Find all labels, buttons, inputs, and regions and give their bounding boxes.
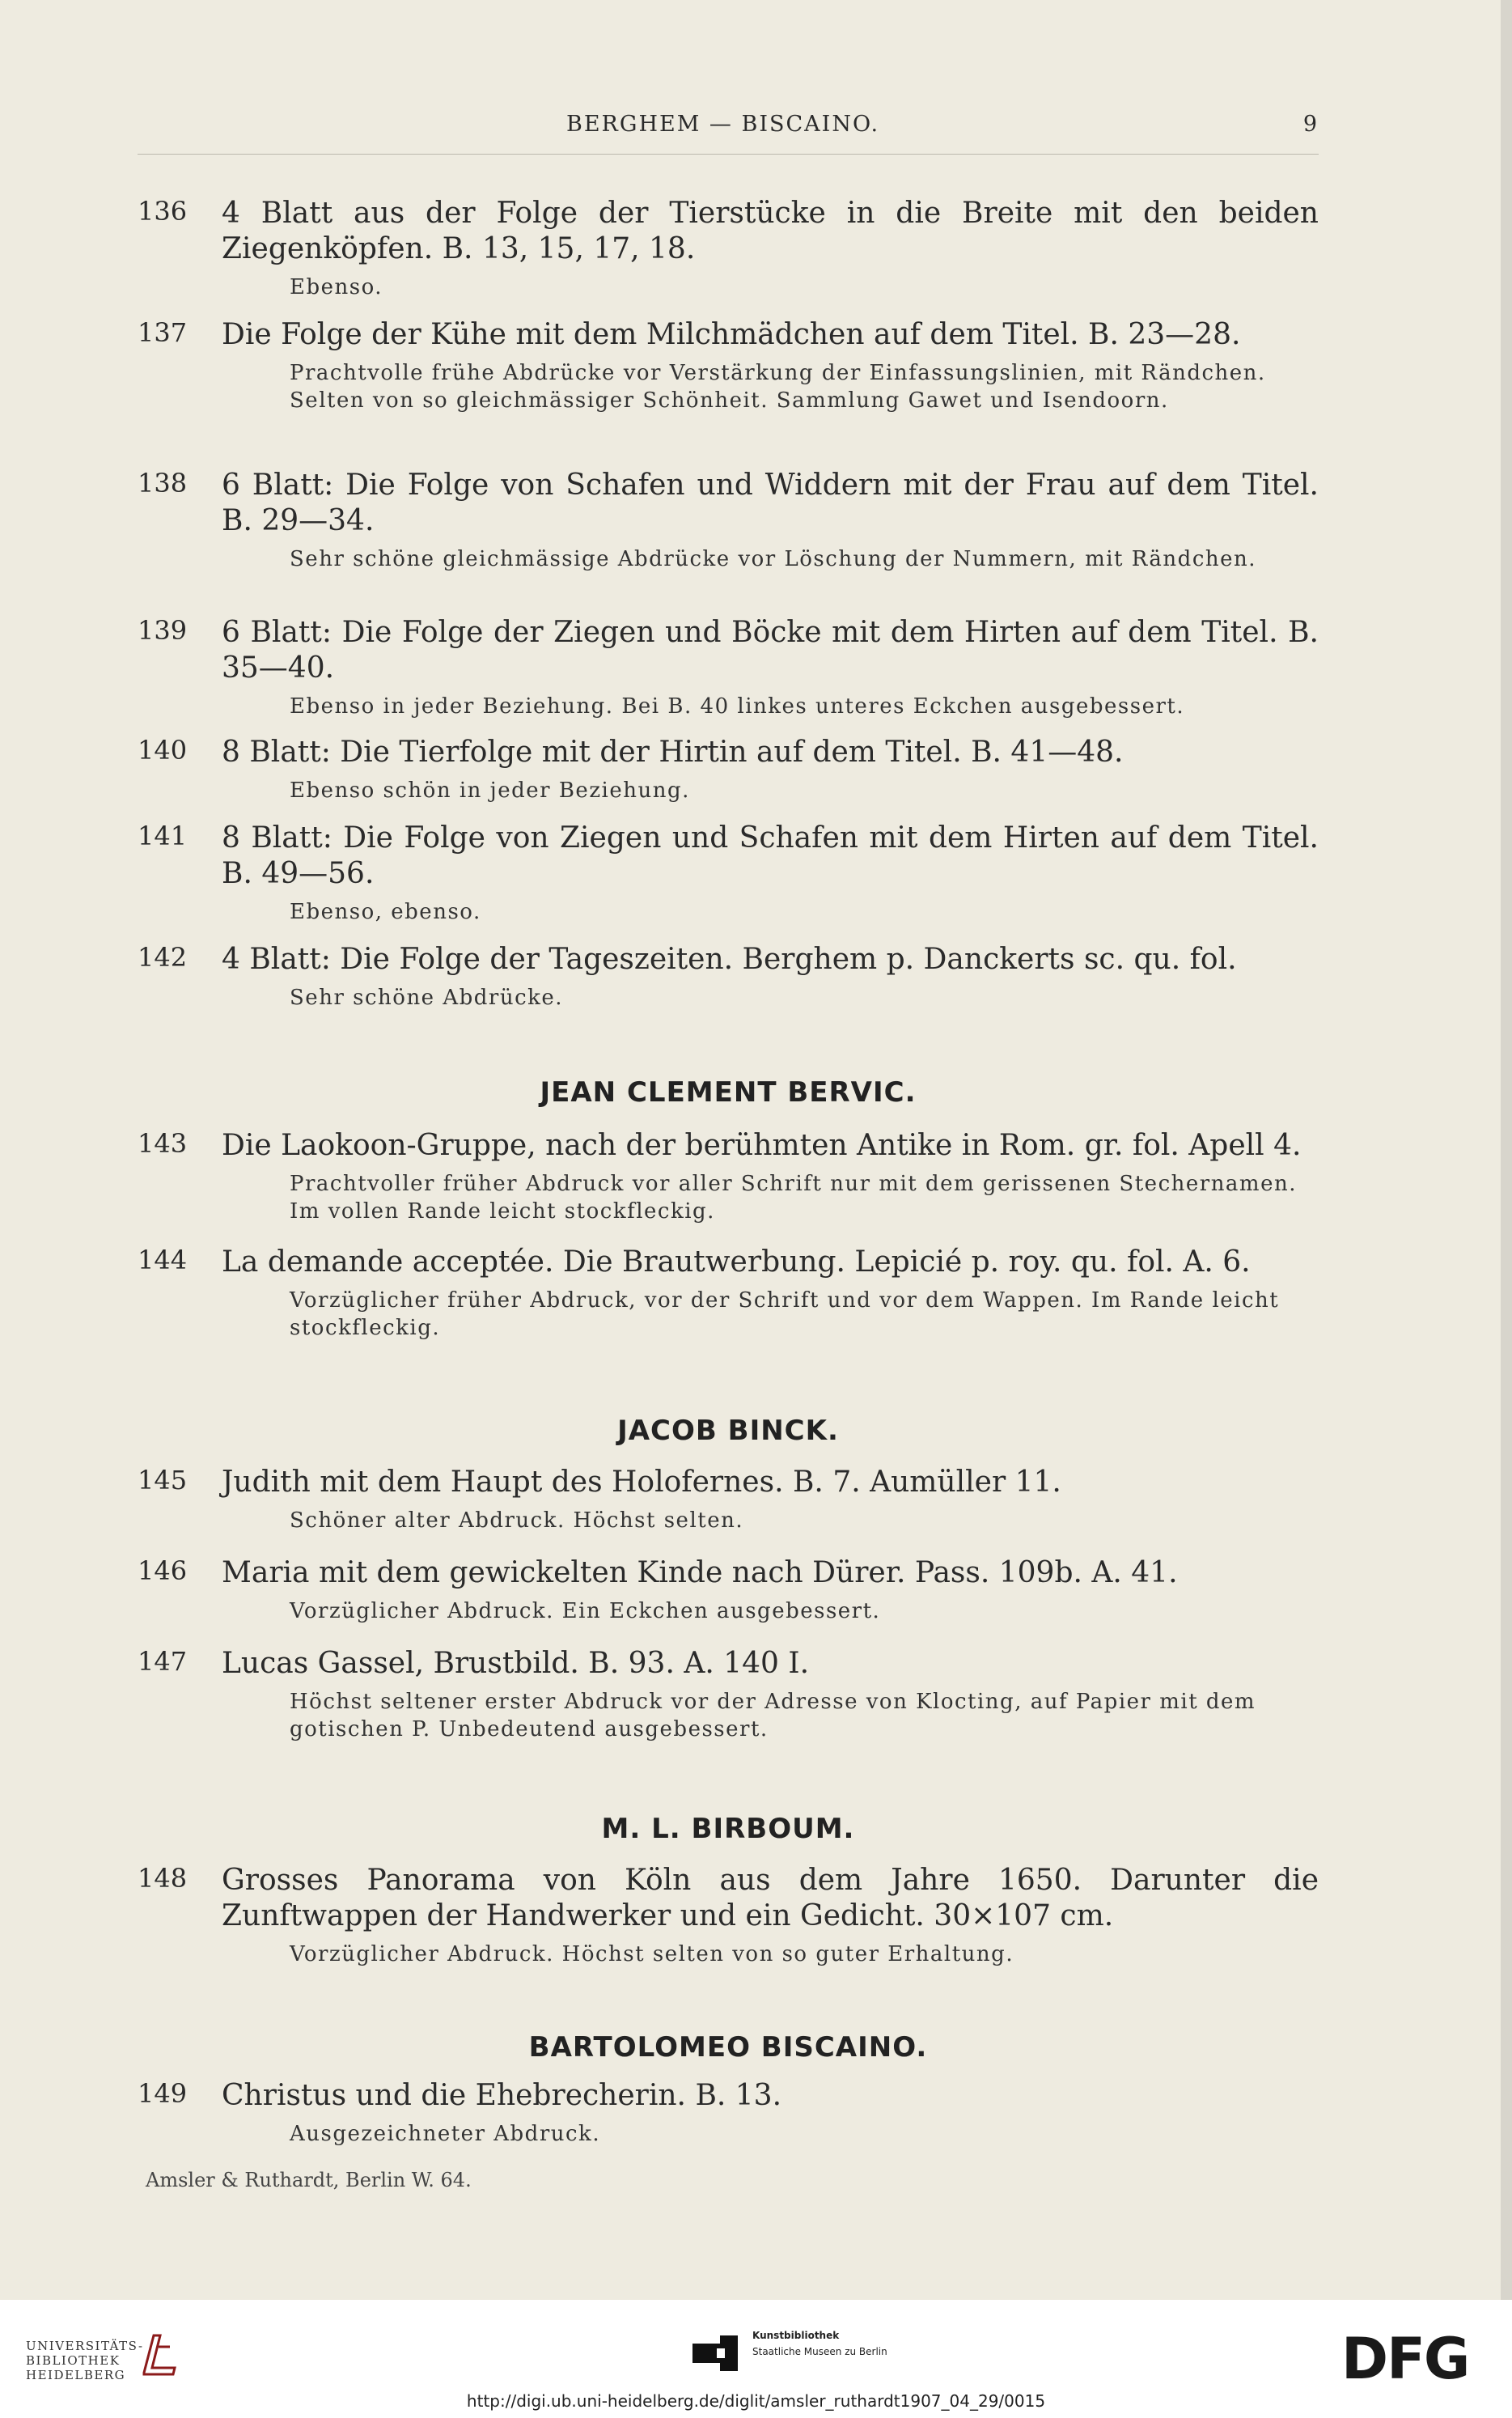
catalog-entry [138,317,1319,414]
entry-text: Lucas Gassel, Brustbild. B. 93. A. 140 I. [222,1647,810,1680]
entry-note: Sehr schöne Abdrücke. [290,986,564,1010]
entry-number: 141 [138,821,188,851]
entry-note: Sehr schöne gleichmässige Abdrücke vor Löschung der Nummern, mit Rändchen. [290,547,1257,571]
entry-note: Vorzüglicher früher Abdruck, vor der Schrift und vor dem Wappen. Im Rande leicht stockfleckig. [290,1288,1280,1340]
catalog-entry [138,468,1319,573]
kunstbibliothek-label: Kunstbibliothek Staatliche Museen zu Berlin [752,2330,887,2357]
entry-number: 137 [138,317,188,348]
entry-text: Christus und die Ehebrecherin. B. 13. [222,2079,782,2112]
entry-number: 147 [138,1646,188,1677]
catalog-entry [138,821,1319,926]
entry-note: Vorzüglicher Abdruck. Ein Eckchen ausgebessert. [290,1599,881,1623]
section-heading: JEAN CLEMENT BERVIC. [540,1076,917,1109]
entry-note: Ebenso. [290,275,383,299]
entry-number: 136 [138,196,188,227]
entry-note: Ebenso, ebenso. [290,900,481,924]
entry-note: Höchst seltener erster Abdruck vor der Adresse von Klocting, auf Papier mit dem gotischen P. Unbedeutend ausgebessert. [290,1690,1256,1741]
entry-number: 138 [138,468,188,498]
entry-number: 140 [138,735,188,766]
page-number: 9 [1302,112,1319,137]
section-heading: JACOB BINCK. [617,1415,839,1447]
entry-text: Grosses Panorama von Köln aus dem Jahre 1650. Darunter die Zunftwappen der Handwerker und ein Gedicht. 30×107 cm. [222,1864,1319,1932]
entry-number: 148 [138,1863,188,1894]
entry-text: Maria mit dem gewickelten Kinde nach Dürer. Pass. 109b. A. 41. [222,1556,1178,1589]
entry-text: 8 Blatt: Die Folge von Ziegen und Schafen mit dem Hirten auf dem Titel. B. 49—56. [222,821,1319,890]
entry-number: 139 [138,615,188,646]
entry-number: 142 [138,942,188,973]
entry-number: 149 [138,2078,188,2109]
running-header [138,112,1319,144]
catalog-entry [138,1646,1319,1743]
catalog-entry [138,1555,1319,1625]
printer-imprint: Amsler & Ruthardt, Berlin W. 64. [146,2169,472,2191]
entry-text: Die Laokoon-Gruppe, nach der berühmten Antike in Rom. gr. fol. Apell 4. [222,1129,1302,1162]
entry-text: La demande acceptée. Die Brautwerbung. Lepicié p. roy. qu. fol. A. 6. [222,1245,1251,1279]
section-heading: M. L. BIRBOUM. [601,1813,855,1845]
university-library-label: UNIVERSITÄTS- BIBLIOTHEK HEIDELBERG [26,2339,144,2382]
kunstbibliothek-logo-icon [692,2335,741,2371]
catalog-entry [138,196,1319,301]
university-logo-icon [138,2331,183,2379]
catalog-entry [138,1863,1319,1968]
entry-text: 8 Blatt: Die Tierfolge mit der Hirtin auf dem Titel. B. 41—48. [222,736,1124,769]
entry-note: Schöner alter Abdruck. Höchst selten. [290,1508,744,1533]
entry-note: Vorzüglicher Abdruck. Höchst selten von so guter Erhaltung. [290,1942,1014,1966]
entry-text: 4 Blatt aus der Folge der Tierstücke in die Breite mit den beiden Ziegenköpfen. B. 13, 15, 17, 18. [222,197,1319,265]
entry-note: Prachtvolle frühe Abdrücke vor Verstärkung der Einfassungslinien, mit Rändchen. Selten von so gleichmässiger Schönheit. Sammlung Gawet und Isendoorn. [290,361,1266,413]
catalog-entry [138,735,1319,804]
entry-text: 4 Blatt: Die Folge der Tageszeiten. Berghem p. Danckerts sc. qu. fol. [222,943,1237,976]
entry-text: 6 Blatt: Die Folge von Schafen und Widdern mit der Frau auf dem Titel. B. 29—34. [222,469,1319,537]
entry-text: Judith mit dem Haupt des Holofernes. B. 7. Aumüller 11. [222,1466,1061,1499]
entry-number: 146 [138,1555,188,1586]
catalog-entry [138,1128,1319,1225]
entry-note: Ausgezeichneter Abdruck. [290,2122,601,2146]
entry-note: Ebenso schön in jeder Beziehung. [290,778,690,803]
page-edge [1501,0,1512,2300]
entry-note: Prachtvoller früher Abdruck vor aller Schrift nur mit dem gerissenen Stechernamen. Im vollen Rande leicht stockfleckig. [290,1172,1297,1224]
entry-text: Die Folge der Kühe mit dem Milchmädchen auf dem Titel. B. 23—28. [222,318,1241,351]
source-url[interactable]: http://digi.ub.uni-heidelberg.de/diglit/amsler_ruthardt1907_04_29/0015 [466,2391,1046,2411]
entry-number: 143 [138,1128,188,1159]
entry-number: 144 [138,1245,188,1275]
catalog-entry [138,615,1319,720]
section-heading: BARTOLOMEO BISCAINO. [528,2031,928,2064]
catalog-entry [138,942,1319,1012]
catalog-entry [138,1245,1319,1342]
header-title: BERGHEM — BISCAINO. [566,112,880,137]
catalog-entry [138,2078,1319,2148]
entry-text: 6 Blatt: Die Folge der Ziegen und Böcke mit dem Hirten auf dem Titel. B. 35—40. [222,616,1319,685]
dfg-logo: DFG [1341,2326,1469,2392]
entry-number: 145 [138,1465,188,1495]
entry-note: Ebenso in jeder Beziehung. Bei B. 40 linkes unteres Eckchen ausgebessert. [290,694,1185,719]
header-rule [138,154,1319,155]
catalog-entry [138,1465,1319,1534]
